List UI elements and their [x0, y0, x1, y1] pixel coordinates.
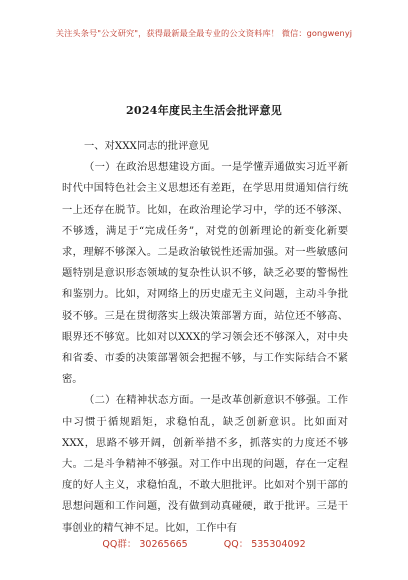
section-heading: 一、对XXX同志的批评意见 — [84, 140, 209, 152]
footer — [0, 536, 408, 550]
paragraph: （二）在精神状态方面。一是改革创新意识不够强。工作中习惯于循规蹈矩，求稳怕乱，缺乏创新意识。比如面对XXX，思路不够开阔，创新举措不多，抓落实的力度还不够大。二是斗争精神不够强。对工作中出现的问题，存在一定程度的好人主义，求稳怕乱，不敢大胆批评。比如对个别干部的思想问题和工作问题，没有做到动真碰硬，敢于批评。三是干事创业的精气神不足。比如，工作中有 — [62, 394, 348, 534]
document-body — [62, 136, 348, 539]
qq-group-number: QQ群： 30265665 — [102, 539, 188, 550]
header-note: 关注头条号"公文研究"，获得最新最全最专业的公文资料库！ 微信：gongwenyj — [55, 28, 353, 38]
page-title: 2024年度民主生活会批评意见 — [125, 104, 283, 117]
qq-number: QQ： 535304092 — [223, 539, 306, 550]
paragraph: （一）在政治思想建设方面。一是学懂弄通做实习近平新时代中国特色社会主义思想还有差距，在学思用贯通知信行统一上还存在脱节。比如，在政治理论学习中，学的还不够深、不够透，满足于“完成任务”，对党的创新理论的新变化新要求，理解不够深入。二是政治敏锐性还需加强。对一些敏感问题特别是意识形态领域的复杂性认识不够，缺乏必要的警惕性和鉴别力。比如，对网络上的历史虚无主义问题，主动斗争批驳不够。三是在贯彻落实上级决策部署方面，站位还不够高、眼界还不够宽。比如对以XXX的学习领会还不够深入，对中央和省委、市委的决策部署领会把握不够，与工作实际结合不紧密。 — [62, 161, 348, 386]
